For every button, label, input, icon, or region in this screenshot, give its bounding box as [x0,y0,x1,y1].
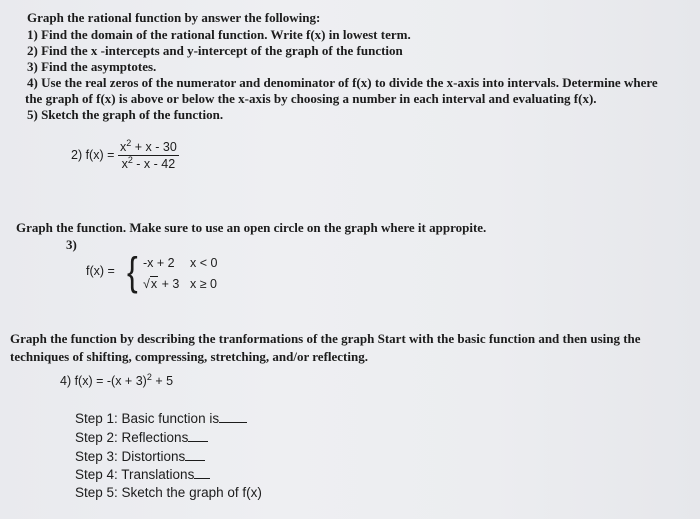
instruction-step-4-line-1: 4) Use the real zeros of the numerator and denominator of f(x) to divide the x-axis into intervals. Determine where [27,75,658,90]
problem-2-numerator: $x^2 + x - 30$ [120,138,177,154]
piecewise-brace: { [127,250,138,294]
problem-3-fx-label: f(x) = [86,264,115,278]
section-3-heading-line-2: techniques of shifting, compressing, stretching, and/or reflecting. [10,349,368,364]
piece-1-condition: x < 0 [190,256,218,270]
instruction-step-4-line-2: the graph of f(x) is above or below the x-axis by choosing a number in each interval and evaluating f(x). [25,91,597,106]
piece-2-condition: x ≥ 0 [190,277,218,291]
answer-blank [188,440,208,442]
step-4: Step 4: Translations [75,468,210,482]
answer-blank [185,459,205,461]
step-2: Step 2: Reflections [75,431,208,445]
problem-2-fraction [118,140,179,171]
instruction-step-2: 2) Find the x -intercepts and y-intercept of the graph of the function [27,43,403,58]
step-5: Step 5: Sketch the graph of f(x) [75,485,262,500]
section-2-heading: Graph the function. Make sure to use an open circle on the graph where it appropite. [16,220,487,235]
problem-3-number: 3) [66,237,77,252]
instruction-step-1: 1) Find the domain of the rational function. Write f(x) in lowest term. [27,27,411,42]
section-3-heading-line-1: Graph the function by describing the tranformations of the graph Start with the basic function and then using the [10,331,641,346]
piece-1-expression: -x + 2 [143,256,175,270]
instruction-step-5: 5) Sketch the graph of the function. [27,107,224,122]
problem-2-label: 2) f(x) = [71,148,115,162]
problem-2-denominator: $x^2$ - x - 42 [121,155,176,171]
answer-blank [219,421,247,423]
step-1: Step 1: Basic function is [75,412,247,426]
step-3: Step 3: Distortions [75,450,205,464]
instruction-step-3: 3) Find the asymptotes. [27,59,157,74]
answer-blank [194,477,210,479]
piece-2-expression: √x + 3 [143,277,180,291]
instructions-heading: Graph the rational function by answer the following: [27,10,321,25]
square-root-icon: √ [143,277,150,291]
problem-4-function: 4) $f(x) = -(x + 3)^2 + 5$ [60,372,174,388]
